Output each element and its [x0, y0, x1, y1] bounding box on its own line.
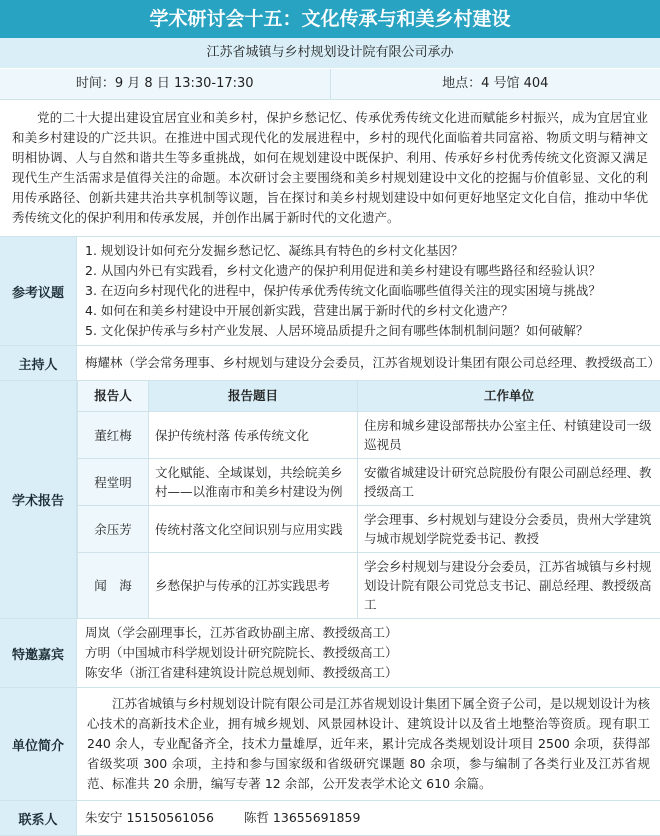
time-text: 时间：9 月 8 日 13:30-17:30: [0, 69, 330, 99]
guests-section: [0, 619, 660, 688]
unit-intro-text: 江苏省城镇与乡村规划设计院有限公司是江苏省规划设计集团下属全资子公司，是以规划设计为核心技术的高新技术企业，拥有城乡规划、风景园林设计、建筑设计以及省土地整治等资质。现有职工 240 余人，专业配备齐全，技术力量雄厚，近年来，累计完成各类规划设计项目 2500 余项，获得部省级奖项 300 余项，主持和参与国家级和省级研究课题 80 余项，参与编制了各类行业及江苏省规范、标准共 20 余册，编写专著 12 余部，公开发表学术论文 610 余篇。: [77, 688, 660, 800]
speaker-name: 程堂明: [78, 459, 149, 506]
table-header-row: [78, 381, 660, 412]
host-text: 梅耀林（学会常务理事、乡村规划与建设分会委员，江苏省规划设计集团有限公司总经理、教授级高工）: [77, 346, 660, 380]
speaker-unit: 学会乡村规划与建设分会委员，江苏省城镇与乡村规划设计院有限公司党总支书记、副总经理、教授级高工: [358, 553, 660, 619]
reports-table: [77, 381, 660, 618]
reports-table-wrap: [77, 381, 660, 618]
contact-person: 陈哲 13655691859: [244, 810, 360, 825]
unit-intro-label: 单位简介: [0, 688, 77, 800]
page-title: 学术研讨会十五：文化传承与和美乡村建设: [0, 0, 660, 38]
contact-section: [0, 801, 660, 836]
contact-info: [77, 801, 660, 835]
report-topic: 保护传统村落 传承传统文化: [149, 412, 358, 459]
reports-label: 学术报告: [0, 381, 77, 618]
guests-label: 特邀嘉宾: [0, 619, 77, 687]
table-row: [78, 412, 660, 459]
speaker-unit: 安徽省城建设计研究总院股份有限公司副总经理、教授级高工: [358, 459, 660, 506]
report-topic: 乡愁保护与传承的江苏实践思考: [149, 553, 358, 619]
topic-item: 5. 文化保护传承与乡村产业发展、人居环境品质提升之间有哪些体制机制问题？如何破解？: [85, 321, 652, 341]
report-topic: 文化赋能、全域谋划，共绘皖美乡村——以淮南市和美乡村建设为例: [149, 459, 358, 506]
column-header: 工作单位: [358, 381, 660, 412]
speaker-unit: 住房和城乡建设部帮扶办公室主任、村镇建设司一级巡视员: [358, 412, 660, 459]
table-row: [78, 506, 660, 553]
topics-list: [77, 237, 660, 345]
speaker-name: 董红梅: [78, 412, 149, 459]
topic-item: 2. 从国内外已有实践看，乡村文化遗产的保护利用促进和美乡村建设有哪些路径和经验认识？: [85, 261, 652, 281]
speaker-unit: 学会理事、乡村规划与建设分会委员，贵州大学建筑与城市规划学院党委书记、教授: [358, 506, 660, 553]
report-topic: 传统村落文化空间识别与应用实践: [149, 506, 358, 553]
topics-label: 参考议题: [0, 237, 77, 345]
contact-person: 朱安宁 15150561056: [85, 810, 214, 825]
topic-item: 3. 在迈向乡村现代化的进程中，保护传承优秀传统文化面临哪些值得关注的现实困境与挑战？: [85, 281, 652, 301]
topics-section: [0, 237, 660, 346]
topic-item: 4. 如何在和美乡村建设中开展创新实践，营建出属于新时代的乡村文化遗产？: [85, 301, 652, 321]
time-location-row: [0, 69, 660, 100]
organizer-line: 江苏省城镇与乡村规划设计院有限公司承办: [0, 38, 660, 69]
location-text: 地点：4 号馆 404: [330, 69, 660, 99]
guest-item: 陈安华（浙江省建科建筑设计院总规划师、教授级高工）: [85, 663, 652, 683]
unit-intro-section: [0, 688, 660, 801]
speaker-name: 余压芳: [78, 506, 149, 553]
guests-list: [77, 619, 660, 687]
speaker-name: 闻 海: [78, 553, 149, 619]
host-label: 主持人: [0, 346, 77, 380]
intro-paragraph: 党的二十大提出建设宜居宜业和美乡村，保护乡愁记忆、传承优秀传统文化进而赋能乡村振兴，成为宜居宜业和美乡村建设的广泛共识。在推进中国式现代化的发展进程中，乡村的现代化面临着共同富裕、物质文明与精神文明相协调、人与自然和谐共生等多重挑战，如何在规划建设中既保护、利用、传承好乡村优秀传统文化资源又满足现代生产生活需求是值得关注的命题。本次研讨会主要围绕和美乡村规划建设中文化的挖掘与价值彰显、文化的利用传承路径、创新共建共治共享机制等议题，旨在探讨和美乡村规划建设中如何更好地坚定文化自信，推动中华优秀传统文化的保护利用和传承发展，并创作出属于新时代的文化遗产。: [0, 100, 660, 237]
guest-item: 方明（中国城市科学规划设计研究院院长、教授级高工）: [85, 643, 652, 663]
table-row: [78, 553, 660, 619]
topic-item: 1. 规划设计如何充分发掘乡愁记忆、凝练具有特色的乡村文化基因？: [85, 241, 652, 261]
table-row: [78, 459, 660, 506]
host-section: [0, 346, 660, 381]
column-header: 报告人: [78, 381, 149, 412]
contact-label: 联系人: [0, 801, 77, 835]
guest-item: 周岚（学会副理事长，江苏省政协副主席、教授级高工）: [85, 623, 652, 643]
column-header: 报告题目: [149, 381, 358, 412]
reports-section: [0, 381, 660, 619]
